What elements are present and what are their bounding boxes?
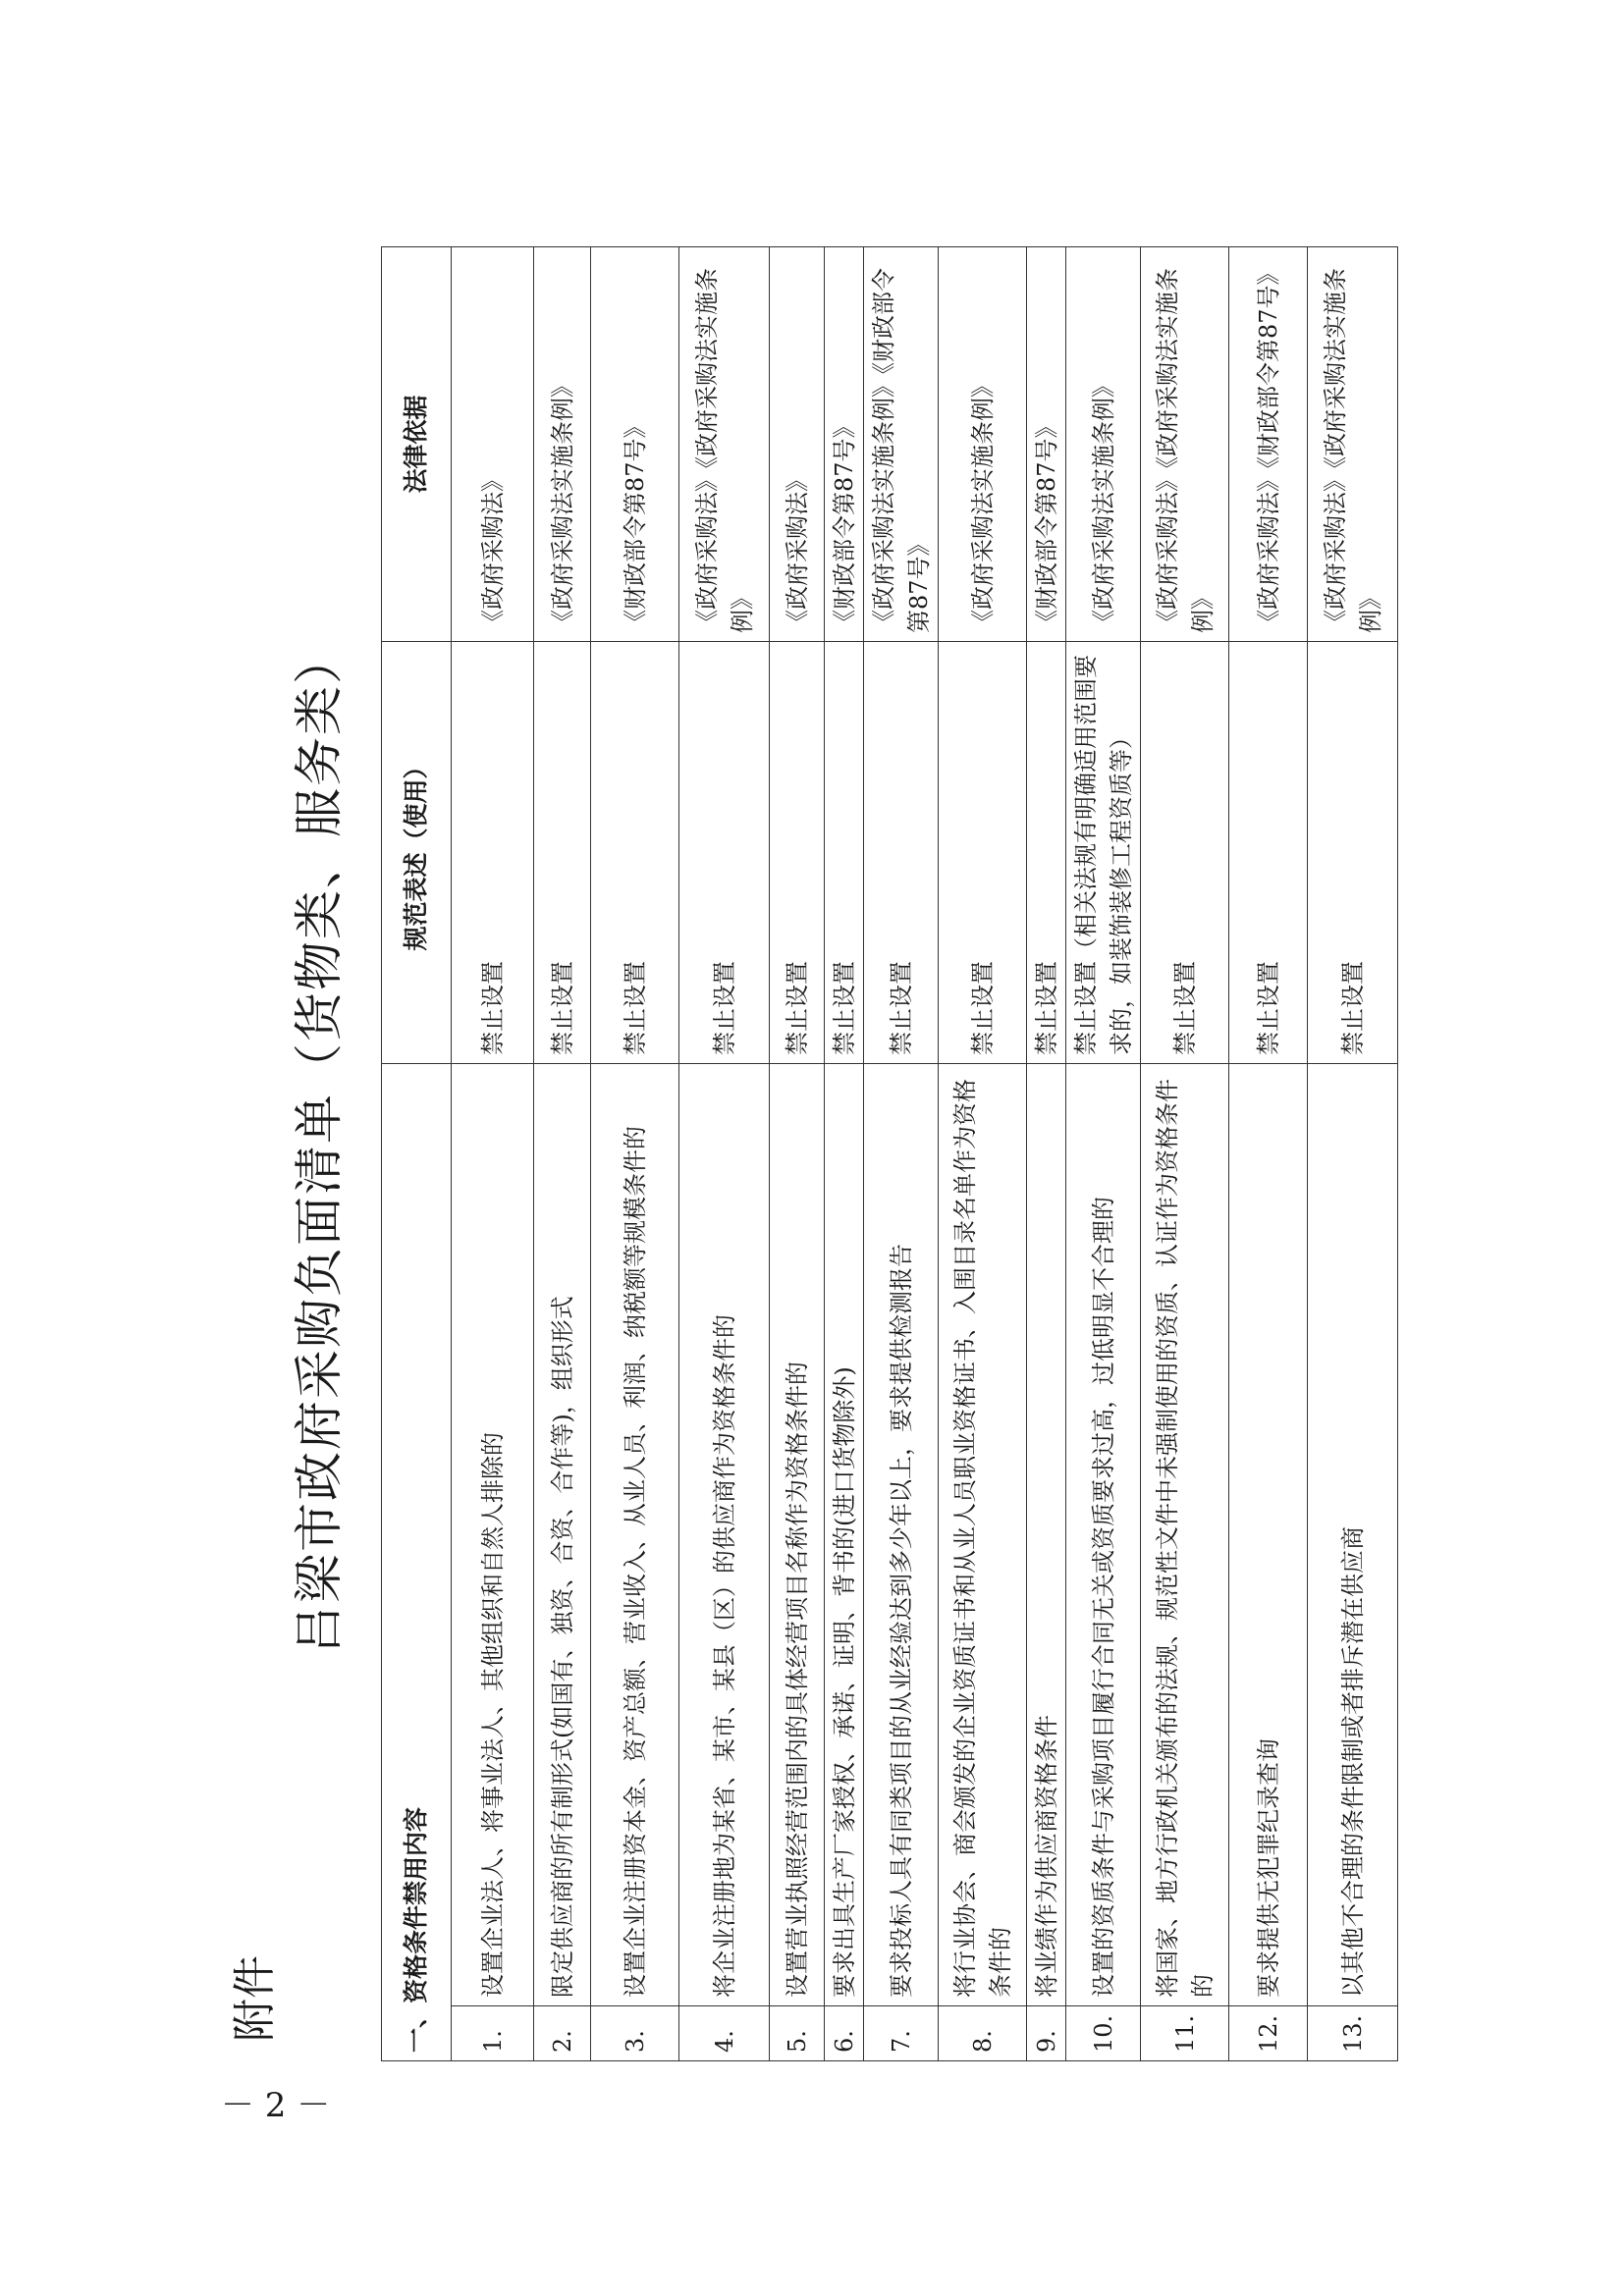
document-title: 吕梁市政府采购负面清单（货物类、服务类） — [291, 633, 348, 1654]
row-law: 《政府采购法》 — [452, 246, 534, 641]
row-law: 《政府采购法》《政府采购法实施条例》 — [1308, 246, 1398, 641]
row-law: 《政府采购法实施条例》《财政部令第87号》 — [864, 246, 939, 641]
table-row — [1141, 246, 1229, 2060]
row-norm: 禁止设置 — [864, 641, 939, 1063]
row-law: 《政府采购法实施条例》 — [534, 246, 591, 641]
row-norm: 禁止设置 — [770, 641, 825, 1063]
row-condition: 将企业注册地为某省、某市、某县（区）的供应商作为资格条件的 — [679, 1063, 770, 2005]
row-law: 《政府采购法》 — [770, 246, 825, 641]
row-norm: 禁止设置 — [1027, 641, 1066, 1063]
table-row — [1027, 246, 1066, 2060]
header-condition: 一、资格条件禁用内容 — [382, 1063, 452, 2060]
rotated-document-content — [226, 226, 1384, 2061]
header-norm: 规范表述（使用） — [382, 641, 452, 1063]
page-number: － 2 － — [221, 2086, 331, 2125]
row-norm: 禁止设置 — [1141, 641, 1229, 1063]
table-row — [1229, 246, 1308, 2060]
table-row — [534, 246, 591, 2060]
row-norm: 禁止设置 — [1308, 641, 1398, 1063]
row-condition: 设置企业法人、将事业法人、其他组织和自然人排除的 — [452, 1063, 534, 2005]
row-norm: 禁止设置（相关法规有明确适用范围要求的，如装饰装修工程资质等） — [1066, 641, 1141, 1063]
row-number: 4. — [679, 2006, 770, 2061]
row-law: 《政府采购法实施条例》 — [939, 246, 1027, 641]
row-norm: 禁止设置 — [939, 641, 1027, 1063]
row-law: 《政府采购法》《政府采购法实施条例》 — [1141, 246, 1229, 641]
row-number: 10. — [1066, 2006, 1141, 2061]
table-row — [679, 246, 770, 2060]
table-row — [864, 246, 939, 2060]
row-condition: 将国家、地方行政机关颁布的法规、规范性文件中未强制使用的资质、认证作为资格条件的 — [1141, 1063, 1229, 2005]
row-number: 12. — [1229, 2006, 1308, 2061]
table-row — [825, 246, 864, 2060]
table-row — [452, 246, 534, 2060]
table-row — [1308, 246, 1398, 2060]
attachment-label: 附件 — [230, 1955, 280, 2042]
table-header-row — [382, 246, 452, 2060]
row-law: 《政府采购法》《财政部令第87号》 — [1229, 246, 1308, 641]
row-condition: 要求出具生产厂家授权、承诺、证明、背书的(进口货物除外) — [825, 1063, 864, 2005]
row-number: 2. — [534, 2006, 591, 2061]
row-condition: 设置企业注册资本金、资产总额、营业收入、从业人员、利润、纳税额等规模条件的 — [591, 1063, 679, 2005]
row-number: 11. — [1141, 2006, 1229, 2061]
row-norm: 禁止设置 — [1229, 641, 1308, 1063]
row-condition: 将行业协会、商会颁发的企业资质证书和从业人员职业资格证书、入围目录名单作为资格条件的 — [939, 1063, 1027, 2005]
row-norm: 禁止设置 — [825, 641, 864, 1063]
row-number: 9. — [1027, 2006, 1066, 2061]
row-number: 8. — [939, 2006, 1027, 2061]
row-number: 7. — [864, 2006, 939, 2061]
row-condition: 以其他不合理的条件限制或者排斥潜在供应商 — [1308, 1063, 1398, 2005]
row-condition: 将业绩作为供应商资格条件 — [1027, 1063, 1066, 2005]
row-number: 5. — [770, 2006, 825, 2061]
row-number: 13. — [1308, 2006, 1398, 2061]
row-law: 《财政部令第87号》 — [1027, 246, 1066, 641]
row-condition: 设置的资质条件与采购项目履行合同无关或资质要求过高，过低明显不合理的 — [1066, 1063, 1141, 2005]
row-number: 1. — [452, 2006, 534, 2061]
row-norm: 禁止设置 — [452, 641, 534, 1063]
header-law: 法律依据 — [382, 246, 452, 641]
row-condition: 设置营业执照经营范围内的具体经营项目名称作为资格条件的 — [770, 1063, 825, 2005]
row-norm: 禁止设置 — [591, 641, 679, 1063]
row-law: 《财政部令第87号》 — [591, 246, 679, 641]
row-number: 3. — [591, 2006, 679, 2061]
table-row — [591, 246, 679, 2060]
row-condition: 要求提供无犯罪纪录查询 — [1229, 1063, 1308, 2005]
negative-list-table — [381, 246, 1398, 2061]
table-row — [1066, 246, 1141, 2060]
table-row — [939, 246, 1027, 2060]
row-law: 《政府采购法》《政府采购法实施条例》 — [679, 246, 770, 641]
row-condition: 要求投标人具有同类项目的从业经验达到多少年以上，要求提供检测报告 — [864, 1063, 939, 2005]
row-law: 《财政部令第87号》 — [825, 246, 864, 641]
row-norm: 禁止设置 — [679, 641, 770, 1063]
row-law: 《政府采购法实施条例》 — [1066, 246, 1141, 641]
row-number: 6. — [825, 2006, 864, 2061]
row-norm: 禁止设置 — [534, 641, 591, 1063]
row-condition: 限定供应商的所有制形式(如国有、独资、合资、合作等)，组织形式 — [534, 1063, 591, 2005]
table-row — [770, 246, 825, 2060]
